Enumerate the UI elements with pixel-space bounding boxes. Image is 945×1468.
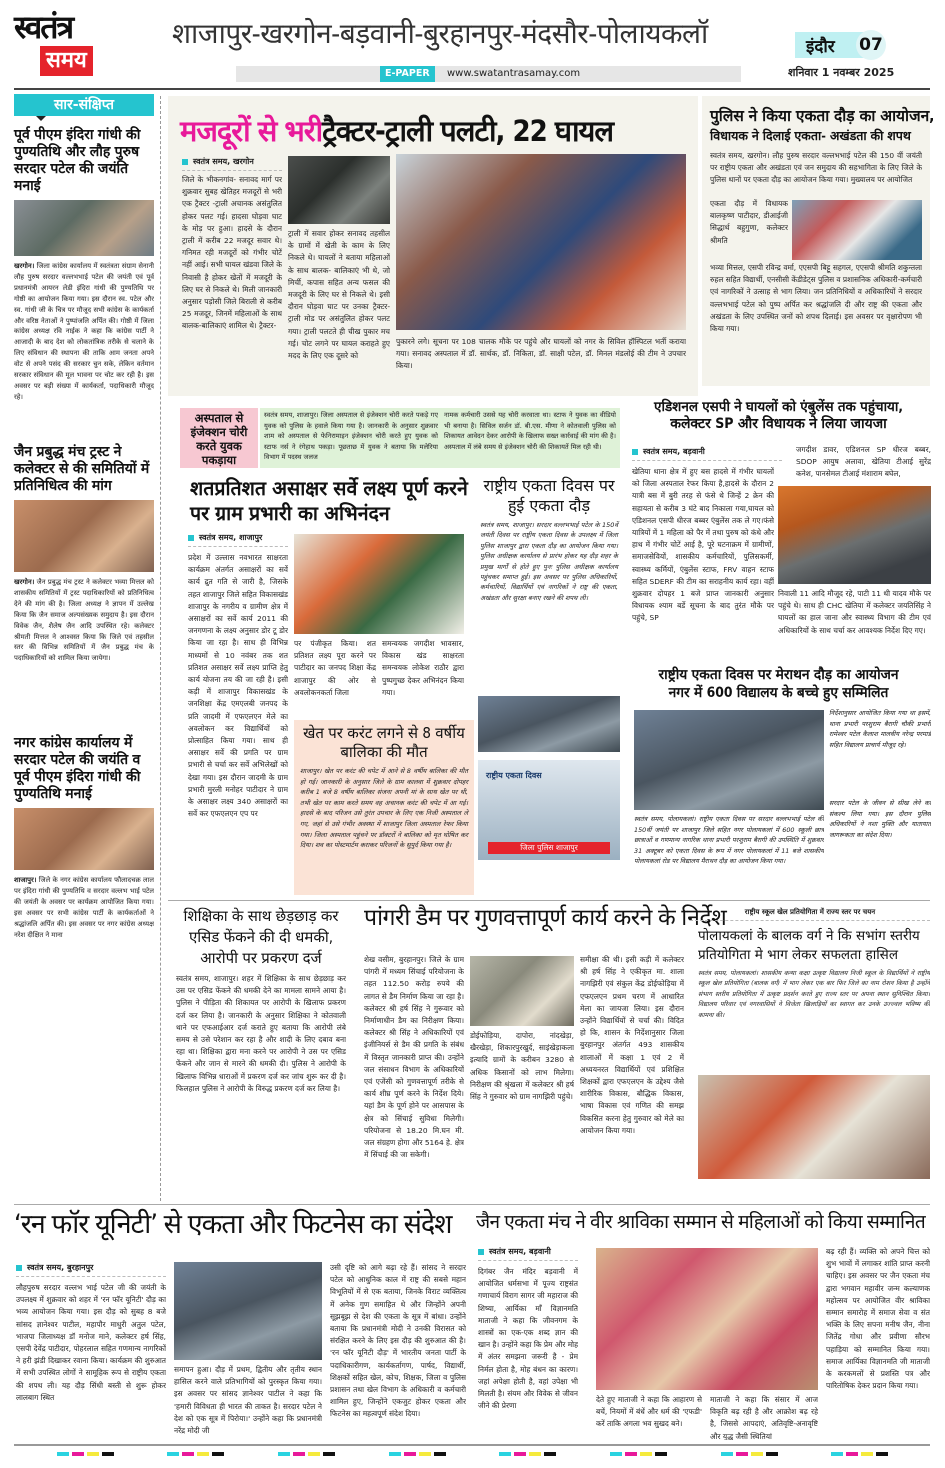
- logo-bottom-text: समय: [40, 46, 93, 76]
- lead-headline-rest: ट्रैक्टर-ट्राली पलटी, 22 घायल: [322, 114, 614, 148]
- police-subheadline: विधायक ने दिलाई एकता- अखंडता की शपथ: [710, 128, 911, 143]
- masthead: [0, 0, 945, 88]
- bus-col-2: निवाली 11 आदि मौजूद रहे, पाटी 11 थी यादव मौके पर पहुंचे थे। साथ ही CHC खेतिया में कलेक्टर जयतिसिंह ने घायलों का हाल जाना और स्वास्थ्य विभाग की टीम एवं अधिकारियों के साथ चर्चा कर आवश्यक निर्देश दिए गए।: [778, 589, 931, 635]
- byline-square-icon: [188, 535, 194, 541]
- lead-col-2: ट्राली में सवार होकर सनावद तहसील के ग्रामों में खेती के काम के लिए निकले थे। घायलों ने बताया महिलाओं के साथ बालक- बालिकाएं भी थे, जो मिर्ची, कपास सहित अन्य फसल की मजदूरी के लिए घर से निकले थे। इसी दौरान घोड़वा घाट पर उनका ट्रैक्टर-ट्राली मोड पर असंतुलित होकर पलट गया। ट्राली पलटते ही चीख पुकार मच गई। चोट लगने पर घायल कराहते हुए मदद के लिए एक दूसरे को: [288, 229, 390, 361]
- color-registration-mark: [721, 1452, 778, 1456]
- jain-col-1: दिगंबर जैन मंदिर बड़वानी में आयोजित धर्मसभा में पूज्य राष्ट्रसंत गणाचार्य विराग सागर जी महाराज की शिष्या, आर्यिका माँ विज्ञानमति माताजी ने कहा कि जीवनगम के शास्त्रों का एक-एक शब्द ज्ञान की खान है। उन्होंने कहा कि प्रेम और मोह में अंतर समझना जरूरी है - प्रेम निर्मल होता है, मोह बंधन का कारण। जहां अपेक्षा होती है, वहां उपेक्षा भी मिलती है। संयम और विवेक से जीवन जीने की प्रेरणा: [478, 1267, 578, 1411]
- jain-col-2: देते हुए माताजी ने कहा कि आहारण से बचें, नियमों में बंधें और धर्म की 'एफडी' करें ताकि अगला भव सुखद बने।: [596, 1395, 702, 1429]
- marathon-body: स्वतंत्र समय, पोलायकलां। राष्ट्रीय एकता दिवस पर सरदार वल्लभभाई पटेल की 150वीं जयंती पर शाजापुर जिले सहित नगर पोलायकलां में 600 स्कूली छात्र छात्राओं व गणमान्य नागरिक थाना प्रभारी परशुराम बैरागी की उपस्थिति में शुक्रवार 31 अक्टूबर को एकता दिवस के रूप में नगर पोलायकलां में 11 बजे शासकीय पोलायकलां रोड पर विद्यालय मैराथन दौड़ का आयोजन किया गया।: [634, 815, 824, 866]
- marathon-headline-2: नगर में 600 विद्यालय के बच्चे हुए सम्मिलित: [668, 685, 889, 702]
- jain-col-4: बढ़ रही हैं। व्यक्ति को अपने चित्त को शुभ भावों में लगाकर शांति प्राप्त करनी चाहिए। इस अवसर पर जैन एकता मंच द्वारा भगवान महावीर जन्म कल्याणक महोत्सव पर आयोजित वीर श्राविका सम्मान समारोह में समाज सेवा व संत भक्ति के लिए सपना मनीष जैन, नीना जितेंद्र गोधा और प्रवीणा सौरभ पहाड़िया को सम्मानित किया गया। समाज आर्यिका विज्ञानमति जी माताजी के करकमलों से प्रशस्ति पत्र और पारितोषिक देकर प्रदान किया गया।: [826, 1247, 930, 1391]
- color-registration-mark: [499, 1452, 556, 1456]
- polaykalan-headline: पोलायकलां के बालक वर्ग ने कि सभांग स्तरीय प्रतियोगिता मे भाग लेकर सफलता हासिल: [698, 928, 920, 963]
- bus-top-right: जगदीश डावर, एडिशनल SP धीरज बब्बर, SDOP आयुष अलावा, खेतिया टीआई सुरेंद्र कनेश, पानसेमल टीआई मंशाराम बघेल,: [796, 445, 931, 479]
- jain-ceremony-photo: [596, 1248, 818, 1390]
- bus-byline: स्वतंत्र समय, बड़वानी: [632, 446, 782, 461]
- story-indira-khargone[interactable]: [14, 127, 154, 436]
- story-photo: [14, 500, 154, 572]
- felicitation-photo: [294, 534, 464, 634]
- lead-headline-highlight: मजदूरों से भरी: [180, 114, 323, 148]
- dam-col-2: डोईफोड़िया, दापोरा, नांदखेड़ा, खैरखेड़ा, शिकारपुरखुर्द, साइंखेड़ाकला इत्यादि ग्रामों के करीबन 3280 से अधिक किसानों को लाभ मिलेगा। निरीक्षण की श्रृंखला में कलेक्टर श्री हर्ष सिंह ने गुरुवार को ग्राम नागझिरी पहुंचे।: [470, 1031, 574, 1102]
- footer-divider: [14, 1444, 930, 1446]
- polaykalan-kicker: राष्ट्रीय स्कूल खेल प्रतियोगिता में राज्य स्तर पर चयन: [690, 908, 930, 921]
- unity-day-story[interactable]: [478, 472, 620, 896]
- injection-label: अस्पताल से इंजेक्शन चोरी करते युवक पकड़ाया: [180, 408, 258, 468]
- polaykalan-body: स्वतंत्र समय, पोलायकलां। शासकीय कन्या कक्षा उत्कृष्ट विद्यालय निजी स्कूल के विद्यार्थियों ने राष्ट्रीय स्कूल खेल प्रतियोगिता (बालक वर्ग) में भाग लेकर एक बार फिर जिले का नाम रोशन किया है उन्होंने संभाग स्तरीय प्रतियोगिता में उत्कृष्ट प्रदर्शन करते हुए राज्य स्तर पर अपना स्थान सुनिश्चित किया। विद्यालय परिवार एवं नगरवासियों ने विजेता खिलाड़ियों का स्वागत कर उनके उज्ज्वल भविष्य की कामना की।: [698, 970, 930, 1019]
- run-for-unity-story[interactable]: [14, 1210, 466, 1440]
- survey-col-2: पर पंजीकृत किया। शत प्रतिशत लक्ष्य पूरा करने पर पाटीदार का जनपद शिक्षा केंद्र शाजापुर की ओर से अवलोकनकर्ता जिला: [294, 639, 376, 697]
- teacher-harassment-story[interactable]: [176, 906, 346, 1202]
- epaper-badge: E-PAPER: [380, 66, 435, 82]
- injection-body: [260, 408, 620, 468]
- police-body-intro: स्वतंत्र समय, खरगोन। लौह पुरुष सरदार वल्लभभाई पटेल की 150 वीं जयंती पर राष्ट्रीय एकता और अखंडता एवं जन समुदाय की सहभागिता के लिए जिले के पुलिस थानों पर एकता दौड़ का आयोजन किया गया। मुख्यालय पर आयोजित: [710, 151, 922, 185]
- registration-marks: [0, 1452, 945, 1456]
- run-for-unity-photo: [174, 1262, 322, 1360]
- unity-run-photo: [478, 696, 620, 752]
- marathon-photo: [634, 710, 824, 810]
- jain-byline: स्वतंत्र समय, बड़वानी: [478, 1246, 578, 1261]
- survey-headline: शतप्रतिशत असाक्षर सर्वे लक्ष्य पूर्ण करने पर ग्राम प्रभारी का अभिनंदन: [190, 477, 468, 525]
- section-divider: [14, 1204, 930, 1205]
- tractor-accident-photo: [288, 156, 390, 224]
- website-link[interactable]: www.swatantrasamay.com: [447, 68, 581, 79]
- injured-workers-photo: [396, 154, 686, 330]
- unity-day-headline: राष्ट्रीय एकता दिवस पर हुई एकता दौड़: [483, 476, 615, 515]
- survey-col-3: समन्वयक जगदीश भावसार, विकास खंड साक्षरता समन्वयक लोकेश राठौर द्वारा पुष्पगुच्छ देकर अभिनंदन किया गया।: [382, 639, 464, 697]
- bus-headline-1: एडिशनल एसपी ने घायलों को एंबुलेंस तक पहुंचाया,: [653, 399, 904, 415]
- color-registration-mark: [167, 1452, 224, 1456]
- run-col-3: उसी दृष्टि को आगे बढ़ा रहे हैं। सांसद ने सरदार पटेल को आधुनिक काल में राष्ट्र की सबसे महान विभूतियों में से एक बताया, जिनके विराट व्यक्तित्व में अनेक गुण समाहित थे और जिन्होंने अपनी सूझबूझ से देश की एकता के सूत्र में बांधा। उन्होंने बताया कि प्रधानमंत्री मोदी ने उनकी विरासत को संरक्षित करने के लिए इस दौड़ की शुरुआत की है। 'रन फॉर यूनिटी दौड़' में भारतीय जनता पार्टी के पदाधिकारीगण, कार्यकर्तागण, पार्षद, विद्यार्थी, शिक्षकों सहित खेल, कोच, शिक्षक, जिला व पुलिस प्रशासन तथा खेल विभाग के अधिकारी व कर्मचारी शामिल हुए, जिन्होंने एकजुट होकर एकता और फिटनेस का महत्वपूर्ण संदेश दिया।: [330, 1263, 466, 1419]
- story-photo: [14, 200, 154, 256]
- survey-col-1: प्रदेश में उल्लास नवभारत साक्षरता कार्यक्रम अंतर्गत असाक्षरों का सर्वे कार्य द्रुत गति से जारी है, जिसके तहत शाजापुर जिले सहित विकासखंड शाजापुर के नगरीय व ग्रामीण क्षेत्र में असाक्षरों का सर्वे कार्य 2011 की जनगणना के लक्ष्य अनुसार डोर टू डोर किया जा रहा है। साथ ही विभिन्न माध्यमों से 10 नवंबर तक शत प्रतिशत असाक्षर सर्वे लक्ष्य प्राप्ति हेतु कार्य योजना तय की जा रही है। इसी कड़ी में शाजापुर विकासखंड के जनशिक्षा केंद्र एमएलबी जनपद के प्रति जादमी में एफएलएन मेले का अवलोकन कर विद्यार्थियों को प्रोत्साहित किया गया। साथ ही असाक्षर सर्वे की प्रगति पर ग्राम प्रभारी से चर्चा कर सर्वे अभिलेखों को देखा गया। इस दौरान जादमी के ग्राम प्रभारी मुरली मनोहर पाटीदार ने ग्राम के असाक्षर लक्ष्य 340 असाक्षरों का सर्वे कर एफएलएन एप पर: [188, 553, 288, 819]
- police-headline: पुलिस ने किया एकता दौड़ का आयोजन,: [710, 107, 935, 125]
- story-photo: [14, 808, 154, 870]
- electrocution-headline: खेत पर करंट लगने से 8 वर्षीय बालिका की मौत: [303, 724, 465, 761]
- injection-theft-story[interactable]: [180, 408, 620, 468]
- color-registration-mark: [57, 1452, 114, 1456]
- run-byline: स्वतंत्र समय, बुरहानपुर: [16, 1262, 166, 1277]
- story-body: खरगोन। जैन प्रबुद्ध मंच ट्रस्ट ने कलेक्टर भव्या मित्तल को शासकीय समितियों में ट्रस्ट पदाधिकारियों को प्रतिनिधित्व देने की मांग की है। जिला अध्यक्ष ने ज्ञापन में उल्लेख किया कि जैन समाज अल्पसंख्यक समुदाय है। इस दौरान विवेक जैन, शैलेष जैन आदि उपस्थित रहे। कलेक्टर श्रीमती मित्तल ने आश्वस्त किया कि जिले एवं तहसील स्तर की विभिन्न समितियों में जैन प्रबुद्ध मंच के पदाधिकारियों को शामिल किया जायेगा।: [14, 578, 154, 663]
- edition-city: इंदौर: [806, 37, 835, 57]
- injection-col-2: नामक कर्मचारी उससे यह चोरी करवाता था। स्टाफ ने युवक का वीडियो भी बनाया है। सिविल सर्जन डॉ. बी.एस. मीणा ने कोतवाली पुलिस को शिकायत आवेदन देकर आरोपी के खिलाफ सख्त कार्रवाई की मांग की है। अस्पताल में लंबे समय से इंजेक्शन चोरी की शिकायतें मिल रही थी।: [444, 411, 616, 451]
- story-jain-trust[interactable]: [14, 444, 154, 727]
- polaykalan-sports-story[interactable]: [690, 908, 930, 1202]
- page-number: 07: [856, 30, 886, 60]
- survey-byline: स्वतंत्र समय, शाजापुर: [188, 532, 288, 547]
- unity-poster-photo: [478, 760, 620, 860]
- dam-col-1: शेख वसीम, बुरहानपुर। जिले के ग्राम पांगरी में मध्यम सिंचाई परियोजना के तहत 112.50 करोड़ रुपये की लागत से डैम निर्माण किया जा रहा है। कलेक्टर श्री हर्ष सिंह ने गुरूवार को निर्माणाधीन डैम का निरीक्षण किया। कलेक्टर श्री सिंह ने अधिकारियों एवं इंजीनियर्स से डैम की प्रगति के संबंध में विस्तृत जानकारी प्राप्त की। उन्होंने जल संसाधन विभाग के अधिकारियों एवं एजेंसी को गुणवत्तापूर्ण तरीके से कार्य शीघ्र पूर्ण करने के निर्देश दिये। यहां डैम के पूर्ण होने पर आसपास के क्षेत्र को सिंचाई सुविधा मिलेगी। परियोजना से 18.20 मि.घन मी. जल संग्रहण होगा और 5164 हे. क्षेत्र में सिंचाई की जा सकेगी।: [364, 955, 464, 1160]
- color-registration-mark: [389, 1452, 446, 1456]
- marathon-story[interactable]: [626, 668, 931, 903]
- marathon-side-bottom: सरदार पटेल के जीवन से सीख लेने का संकल्प लिया गया। इस दौरान पुलिस अधिकारियों ने नशा मुक्ति और यातायात जागरूकता का संदेश दिया।: [829, 799, 931, 839]
- section-divider: [168, 900, 930, 901]
- police-body-side: एकता दौड़ में विधायक बालकृष्ण पाटीदार, डीआईजी सिद्धार्थ बहुगुणा, कलेक्टर श्रीमति: [710, 199, 788, 245]
- lead-headline: [180, 116, 613, 148]
- overturned-bus-photo: [778, 486, 931, 584]
- byline-square-icon: [16, 1265, 22, 1271]
- police-unity-run-story[interactable]: [702, 96, 935, 386]
- story-headline: जैन प्रबुद्ध मंच ट्रस्ट ने कलेक्टर से की समितियों में प्रतिनिधित्व की मांग: [14, 444, 150, 494]
- dam-col-3: समीक्षा की थी। इसी कड़ी में कलेक्टर श्री हर्ष सिंह ने एकीकृत मा. शाला नागझिरी एवं संकुल केंद्र डोईफोड़िया में एफएलएन प्रथम चरण में आधारित मेला का जायजा लिया। इस दौरान उन्होंने विद्यार्थियों से चर्चा की। विदित हो कि, शासन के निर्देशानुसार जिला बुरहानपुर अंतर्गत 493 शासकीय शालाओं में कक्षा 1 एवं 2 में अध्ययनरत विद्यार्थियों एवं प्रशिक्षित शिक्षकों द्वारा एफएलएन के उद्देश्य जैसे शारीरिक विकास, बौद्धिक विकास, भाषा विकास एवं गणित की समझ विकसित करना हेतु गुरुवार को मेले का आयोजन किया गया।: [580, 955, 684, 1135]
- color-registration-mark: [610, 1452, 667, 1456]
- byline-square-icon: [632, 449, 638, 455]
- lead-col-1: जिले के भीकनगांव- सनावद मार्ग पर शुक्रवार सुबह खेतिहर मजदूरों से भरी एक ट्रैक्टर -ट्राली अचानक असंतुलित होकर पलट गई। हादसा घोड़वा घाट के मोड़ पर हुआ। हादसे के दौरान ट्राली में करीब 22 मजदूर सवार थे। गनिमत रही मजदूरों को गंभीर चोटें नहीं आई। सभी घायल खंडवा जिले के निवासी है होकर खेतों में मजदूरी के लिए घर से निकले थे। मिली जानकारी अनुसार पड़ोसी जिले बिराली से करीब 25 मजदूर, जिनमें महिलाओं के साथ बालक-बालिकाएं शामिल थे। ट्रैक्टर-: [182, 175, 282, 331]
- lead-byline: स्वतंत्र समय, खरगोन: [182, 156, 282, 171]
- marathon-side-text: निर्देशानुसार आयोजित किया गया था इसमें, थाना प्रभारी परशुराम बैरागी चौकी प्रभारी रामेश्वर पटेल कैलाश मालवीय नरेन्द्र परमार्ड सहित विद्यालय प्राचार्य मौजूद रहे।: [829, 709, 931, 749]
- run-col-1: लौहपुरुष सरदार वल्लभ भाई पटेल जी की जयंती के उपलक्ष्य में शुक्रवार को शहर में 'रन फॉर यूनिटी' दौड़ का भव्य आयोजन किया गया। इस दौड़ को सुबह 8 बजे सांसद ज्ञानेश्वर पाटील, महापौर माधुरी अतुल पटेल, भाजपा जिलाध्यक्ष डॉ मनोज माने, कलेक्टर हर्ष सिंह, एसपी देवेंद्र पाटीदार, पोहरलाल सहित गणमान्य नागरिकों ने हरी झंडी दिखाकर रवाना किया। कार्यक्रम की शुरुआत में सभी उपस्थित लोगों ने सामूहिक रूप से राष्ट्रीय एकता की शपथ ली। यह दौड़ सिंधी बस्ती से शुरू होकर लालबाग स्थित: [16, 1283, 166, 1402]
- section-label-summary: सार-संक्षिप्त: [14, 94, 154, 116]
- unity-day-body: स्वतंत्र समय, शाजापुर। सरदार वल्लभभाई पटेल के 150वें जयंती दिवस पर राष्ट्रीय एकता दिवस के उपलक्ष्य में जिला पुलिस शाजापुर द्वारा एकता दौड़ का आयोजन किया गया। पुलिस अधीक्षक कार्यालय से प्रारंभ होकर यह दौड़ शहर के प्रमुख मार्गों से होते हुए पुनः पुलिस अधीक्षक कार्यालय पहुंचकर समाप्त हुई। इस अवसर पर पुलिस अधिकारियों, कर्मचारियों, विद्यार्थियों एवं नागरिकों ने राष्ट्र की एकता, अखंडता और सुरक्षा बनाए रखने की शपथ ली।: [480, 521, 618, 602]
- teacher-headline: शिक्षिका के साथ छेड़छाड़ कर एसिड फेंकने की दी धमकी, आरोपी पर प्रकरण दर्ज: [183, 907, 339, 967]
- police-body-rest: भव्या मित्तल, एसपी रविन्द्र वर्मा, एएसपी बिट्टू सहगल, एएसपी श्रीमति शकुन्तला रुहल सहित विद्यार्थी, एनसीसी केंडीडेट्स पुलिस व प्रशासनिक अधिकारी-कर्मचारी एवं नागरिकों ने उत्साह से भाग लिया। जन प्रतिनिधियों व अधिकारियों ने सरदार वल्लभभाई पटेल को पुष्प अर्पित कर श्रद्धांजलि दी और राष्ट्र की एकता और अखंडता के लिए उपस्थित जनों को शपथ दिलाई। इस अवसर पर वृक्षारोपण भी किया गया।: [710, 263, 922, 334]
- poster-title: राष्ट्रीय एकता दिवस: [486, 771, 542, 780]
- sports-team-photo: [698, 1075, 930, 1179]
- run-col-2: समापन हुआ। दौड़ में प्रथम, द्वितीय और तृतीय स्थान हासिल करने वाले प्रतिभागियों को पुरस्कृत किया गया। इस अवसर पर सांसद ज्ञानेश्वर पाटील ने कहा कि 'हमारी विविधता ही भारत की ताकत है। सरदार पटेल ने देश को एक सूत्र में पिरोया।' उन्होंने कहा कि प्रधानमंत्री नरेंद्र मोदी जी: [174, 1365, 322, 1436]
- story-city-congress[interactable]: [14, 735, 154, 1187]
- left-column: [14, 94, 154, 1204]
- story-body: शाजापुर। जिले के नगर कांग्रेस कार्यालय फौलादचक्र लाल पर इंदिरा गांधी की पुण्यतिथि व सरदार वल्लभ भाई पटेल की जयंती के अवसर पर कार्यक्रम आयोजित किया गया। इस अवसर पर सभी कांग्रेस पार्टी के कार्यकर्ताओं ने श्रद्धांजलि अर्पित की। इस अवसर पर नगर कांग्रेस अध्यक्ष नरेश दीक्षित ने माना: [14, 876, 154, 939]
- story-headline: पूर्व पीएम इंदिरा गांधी की पुण्यतिथि और लौह पुरुष सरदार पटेल की जयंति मनाई: [14, 127, 141, 194]
- pangri-dam-story[interactable]: [364, 905, 727, 1202]
- dam-inspection-photo: [470, 956, 574, 1026]
- electrocution-body: शाजापुर। खेत पर करंट की चपेट में आने से 8 वर्षीय बालिका की मौत हो गई। जानकारी के अनुसार जिले के ग्राम कालवा में शुक्रवार दोपहर करीब 1 बजे 8 वर्षीय बालिका संजना अपनी मां के साथ खेत पर थी, तभी खेत पर काम करते समय वह अचानक करंट की चपेट में आ गई। हादसे के बाद परिजन उसे तुरंत उपचार के लिए एक निजी अस्पताल ले गए, जहां से उसे गंभीर अवस्था में शाजापुर जिला अस्पताल रेफर किया गया। जिला अस्पताल पहुंचने पर डॉक्टरों ने बालिका को मृत घोषित कर दिया। शव का पोस्टमार्टम कराकर परिजनों के सुपुर्द किया गया है।: [300, 767, 468, 850]
- lead-story[interactable]: [168, 96, 698, 396]
- run-for-unity-headline: ‘रन फॉर यूनिटी’ से एकता और फिटनेस का संदेश: [14, 1209, 452, 1240]
- jain-felicitation-story[interactable]: [476, 1212, 930, 1440]
- story-body: खरगोन। जिला कांग्रेस कार्यालय में स्वतंत्रता संग्राम सेनानी लौह पुरुष सरदार वल्लभभाई पटेल की जयंती एवं पूर्व प्रधानमंत्री आयरन लेडी इंदिरा गांधी की पुण्यतिथि पर गोष्ठी का आयोजन किया गया। इस दौरान स्व. पटेल और स्व. गांधी जी के चित्र पर मौजूद सभी कांग्रेस के कार्यकर्ता और वरिष्ठ नेताओं ने पुष्पांजलि अर्पित की। गोष्ठी में जिला कांग्रेस अध्यक्ष रवि नाईक ने कहा कि कांग्रेस पार्टी ने आजादी के बाद देश को लोकतांत्रिक तरीके से चलाने के लिए संविधान की स्थापना की ताकि आम जनता अपने वोट से अपने पसंद की सरकार चुन सके, लेकिन वर्तमान सरकार संविधान की मूल भावना पर चोट कर रही है। इस अवसर पर बड़ी संख्या में कार्यकर्ता, पदाधिकारी मौजूद रहे।: [14, 262, 154, 401]
- issue-date: शनिवार 1 नवम्बर 2025: [788, 66, 895, 79]
- bus-col-1: खेतिया थाना क्षेत्र में हुए बस हादसे में गंभीर घायलों को जिला अस्पताल रेफर किया है,हादसे के दौरान 2 यात्री बस में बुरी तरह से फंसे थे जिन्हें 2 क्रेन की सहायता से करीब 3 घंटे बाद निकाला गया,घायल को एडिशनल एसपी धीरज बब्बर एंबुलेंस तक ले गए।फंसे यात्रियों में 1 महिला को पैर में तथा पुरुष को कंधे और हाथ में गंभीर चोटें आई है, पूरे घटनाक्रम में ग्रामीणों, समाजसेवियों, शासकीय कर्मचारियों, पुलिसकर्मी, स्वास्थ्य कर्मियों, एंबुलेंस स्टाफ, FRV वाहन स्टाफ सहित SDERF की टीम का सराहनीय कार्य रहा। वहीं शुक्रवार दोपहर 1 बजे प्राप्त जानकारी अनुसार विधायक श्याम बर्डे सूचना के बाद तुरंत मौके पर पहुंचे, SP: [632, 467, 774, 623]
- bus-headline-2: कलेक्टर SP और विधायक ने लिया जायजा: [670, 415, 887, 432]
- oath-ceremony-photo: [792, 200, 922, 260]
- poster-banner: जिला पुलिस शाजापुर: [488, 842, 610, 854]
- jain-headline: जैन एकता मंच ने वीर श्राविका सम्मान से महिलाओं को किया सम्मानित: [476, 1211, 926, 1233]
- logo-top-text: स्वतंत्र: [14, 8, 73, 46]
- jain-col-3: माताजी ने कहा कि संसार में आज विकृति बढ़ रही है और आक्रोश बढ़ रहे है, जिससे आपदाएं, अतिवृष्टि-अनावृष्टि और युद्ध जैसी स्थितियां: [710, 1395, 818, 1440]
- story-headline: नगर कांग्रेस कार्यालय में सरदार पटेल की जयंति व पूर्व पीएम इंदिरा गांधी की पुण्यतिथि मनाई: [14, 735, 141, 802]
- color-registration-mark: [278, 1452, 335, 1456]
- injection-col-1: स्वतंत्र समय, शाजापुर। जिला अस्पताल से इंजेक्शन चोरी करते पकड़े गए युवक को पुलिस के हवाले किया गया है। जानकारी के अनुसार शुक्रवार शाम को अस्पताल से फेनिरामाइन इंजेक्शन चोरी करते हुए युवक को स्टाफ नर्स ने रंगेहाथ पकड़ा। पूछताछ में युवक ने बताया कि मलेरिया विभाग में पदस्थ जलज: [264, 411, 438, 462]
- teacher-body: स्वतंत्र समय, शाजापुर। शहर में शिक्षिका के साथ छेड़छाड़ कर उस पर एसिड फेंकने की धमकी देने का मामला सामने आया है। पुलिस ने पीड़िता की शिकायत पर आरोपी के खिलाफ प्रकरण दर्ज कर लिया है। जानकारी के अनुसार शिक्षिका ने कोतवाली थाने पर एफआईआर दर्ज कराते हुए बताया कि आरोपी लंबे समय से उसे परेशान कर रहा है और शादी के लिए दबाव बना रहा था। शिक्षिका द्वारा मना करने पर आरोपी ने उस पर एसिड फेंकने और जान से मारने की धमकी दी। पुलिस ने आरोपी के खिलाफ विभिन्न धाराओं में प्रकरण दर्ज कर जांच शुरू कर दी है। फिलहाल पुलिस ने आरोपी के विरुद्ध प्रकरण दर्ज कर लिया है।: [176, 974, 346, 1093]
- electrocution-story[interactable]: [294, 720, 474, 895]
- bus-accident-story[interactable]: [626, 400, 931, 648]
- marathon-headline-1: राष्ट्रीय एकता दिवस पर मेराथन दौड़ का आयोजन: [658, 667, 899, 683]
- column-divider: [160, 96, 161, 1201]
- dam-headline: पांगरी डैम पर गुणवत्तापूर्ण कार्य करने के निर्देश: [364, 905, 727, 931]
- edition-cities: शाजापुर-खरगोन-बड़वानी-बुरहानपुर-मंदसौर-पोलायकलॉ: [172, 17, 708, 50]
- byline-square-icon: [182, 159, 188, 165]
- lead-col-3: पुकारने लगे। सूचना पर 108 चालक मौके पर पहुंचे और घायलों को नगर के सिविल हॉस्पिटल भर्ती कराया गया। सनावद अस्पताल में डॉ. सार्थक, डॉ. निकिता, डॉ. साक्षी पटेल, डॉ. मिनल मंडलोई की टीम ने उपचार किया।: [396, 337, 686, 371]
- masthead-divider: [14, 88, 930, 90]
- newspaper-logo: [14, 10, 106, 82]
- section-label-pointer: [36, 116, 46, 121]
- color-registration-mark: [831, 1452, 888, 1456]
- byline-square-icon: [478, 1249, 484, 1255]
